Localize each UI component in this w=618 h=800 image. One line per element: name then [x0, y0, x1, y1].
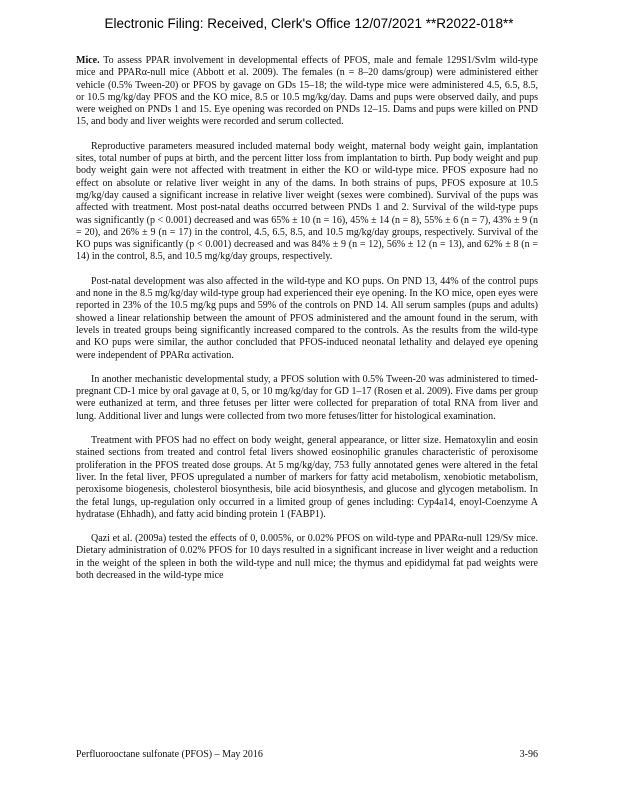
paragraph-text: In another mechanistic developmental study, a PFOS solution with 0.5% Tween-20 was administered to timed-pregnant CD-1 mice by oral gavage at 0, 5, or 10 mg/kg/day for GD 1–17 (Rosen et al. 2009). Five dams per group were euthanized at term, and three fetuses per litter were collected for preparation of total RNA from liver and lung. Additional liver and lungs were collected from two more fetuses/litter for histological examination. [76, 373, 538, 422]
document-body [76, 55, 538, 594]
paragraph-lead: Mice. [76, 55, 100, 66]
paragraph-treatment [76, 435, 538, 521]
paragraph-reproductive [76, 141, 538, 264]
paragraph-qazi [76, 533, 538, 582]
paragraph-postnatal [76, 276, 538, 362]
paragraph-mice [76, 55, 538, 129]
filing-stamp: Electronic Filing: Received, Clerk's Office 12/07/2021 **R2022-018** [104, 16, 514, 31]
paragraph-text: To assess PPAR involvement in developmental effects of PFOS, male and female 129S1/Svlm wild-type mice and PPARα-null mice (Abbott et al. 2009). The females (n = 8–20 dams/group) were administered either vehicle (0.5% Tween-20) or PFOS by gavage on GDs 15–18; the wild-type mice were administered 4.5, 6.5, 8.5, or 10.5 mg/kg/day PFOS and the KO mice, 8.5 or 10.5 mg/kg/day. Dams and pups were observed daily, and pups were weighed on PNDs 1 and 15. Eye opening was recorded on PNDs 12–15. Dams and pups were killed on PND 15, and body and liver weights were recorded and serum collected. [76, 55, 538, 128]
paragraph-text: Qazi et al. (2009a) tested the effects of 0, 0.005%, or 0.02% PFOS on wild-type and PPARα-null 129/Sv mice. Dietary administration of 0.02% PFOS for 10 days resulted in a significant increase in liver weight and a reduction in the weight of the spleen in both the wild-type and null mice; the thymus and epididymal fat pad weights were both decreased in the wild-type mice [76, 533, 538, 581]
page-number: 3-96 [519, 749, 538, 760]
paragraph-text: Treatment with PFOS had no effect on body weight, general appearance, or litter size. Hematoxylin and eosin stained sections from treated and control fetal livers showed eosinophilic granules characteristic of peroxisome proliferation in the PFOS treated dose groups. At 5 mg/kg/day, 753 fully annotated genes were altered in the fetal liver. In the fetal liver, PFOS upregulated a number of markers for fatty acid metabolism, xenobiotic metabolism, peroxisome biogenesis, cholesterol biosynthesis, bile acid biosynthesis, and glucose and glycogen metabolism. In the fetal lungs, up-regulation only occurred in a limited group of genes including: Cyp4a14, enoyl-Coenzyme A hydratase (Ehhadh), and fatty acid binding protein 1 (FABP1). [76, 435, 538, 520]
paragraph-text: Reproductive parameters measured included maternal body weight, maternal body weight gain, implantation sites, total number of pups at birth, and the percent litter loss from implantation to birth. Pup body weight and pup body weight gain were not affected with treatment in either the KO or wild-type mice. PFOS exposure had no effect on absolute or relative liver weight in any of the dams. In both strains of pups, PFOS exposure at 10.5 mg/kg/day caused a significant increase in relative liver weight (sexes were combined). Survival of the pups was affected with treatment. Most post-natal deaths occurred between PNDs 1 and 2. Survival of the wild-type pups was significantly (p < 0.001) decreased and was 65% ± 10 (n = 16), 45% ± 14 (n = 8), 55% ± 6 (n = 7), 43% ± 9 (n = 20), and 26% ± 9 (n = 17) in the control, 4.5, 6.5, 8.5, and 10.5 mg/kg/day groups, respectively. Survival of the KO pups was significantly (p < 0.001) decreased and was 84% ± 9 (n = 12), 56% ± 12 (n = 13), and 62% ± 8 (n = 14) in the control, 8.5, and 10.5 mg/kg/day groups, respectively. [76, 140, 538, 263]
paragraph-mechanistic [76, 374, 538, 423]
footer-title: Perfluorooctane sulfonate (PFOS) – May 2016 [76, 749, 263, 760]
paragraph-text: Post-natal development was also affected in the wild-type and KO pups. On PND 13, 44% of the control pups and none in the 8.5 mg/kg/day wild-type group had experienced their eye opening. In the KO mice, open eyes were reported in 23% of the 10.5 mg/kg pups and 59% of the controls on PND 14. All serum samples (pups and adults) showed a linear relationship between the amount of PFOS administered and the amount found in the serum, with levels in treated groups being significantly increased compared to the controls. As the results from the wild-type and KO pups were similar, the author concluded that PFOS-induced neonatal lethality and delayed eye opening were independent of PPARα activation. [76, 275, 538, 361]
